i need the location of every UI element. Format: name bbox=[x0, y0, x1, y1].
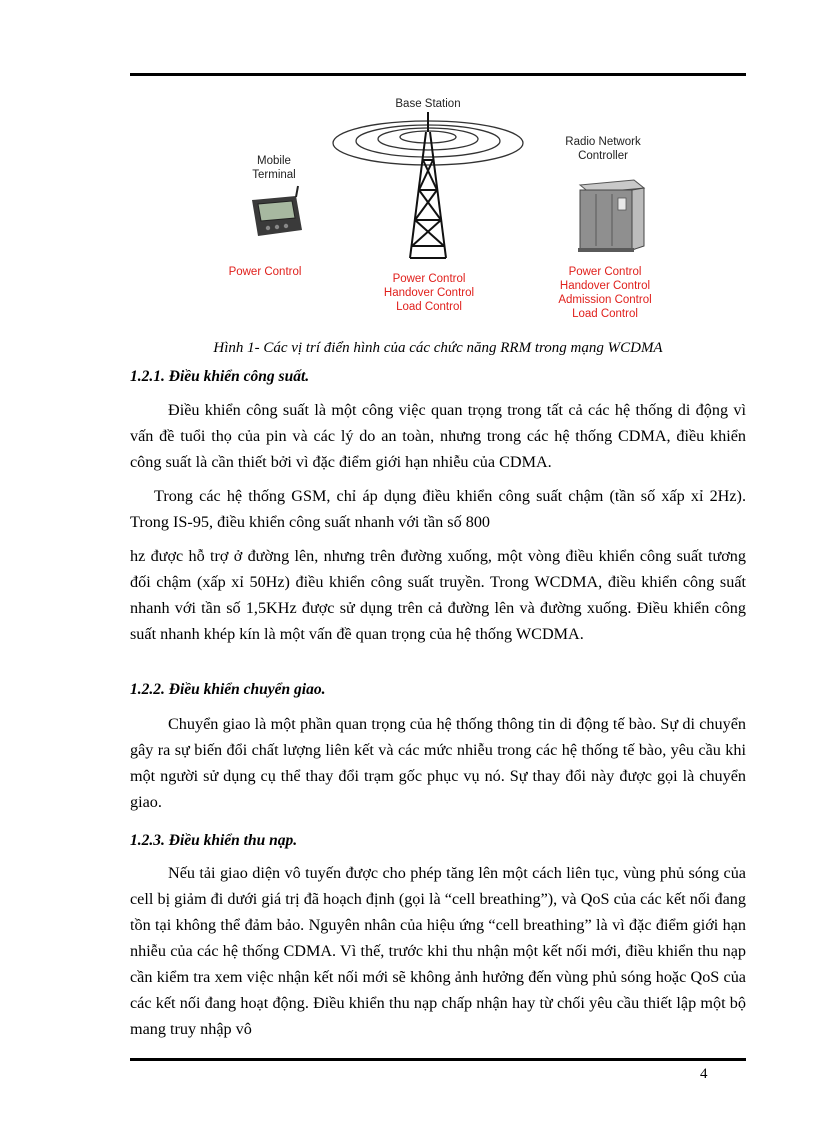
rnc-cabinet-icon bbox=[578, 180, 644, 252]
mobile-label-line1: Mobile bbox=[257, 155, 291, 167]
section-1-2-3-paragraph-1: Nếu tải giao diện vô tuyến được cho phép tăng lên một cách liên tục, vùng phủ sóng của cell bị giảm đi dưới giá trị đã hoạch định (gọi là “cell breathing”), và QoS của các kết nối đang tồn tại không thể đảm bảo. Nguyên nhân của hiệu ứng “cell breathing” là vì đặc điểm giới hạn nhiễu của các hệ thống CDMA. Vì thế, trước khi thu nhận một kết nối mới, điều khiển thu nạp cần kiểm tra xem việc nhận kết nối mới sẽ không ảnh hưởng đến vùng phủ sóng hoặc QoS của các kết nối đang hoạt động. Điều khiển thu nạp chấp nhận hay từ chối yêu cầu thiết lập một bộ mang truy nhập vô bbox=[130, 864, 746, 1038]
footer-rule bbox=[130, 1058, 746, 1061]
section-1-2-1-paragraph-2: Trong các hệ thống GSM, chỉ áp dụng điều khiển công suất chậm (tần số xấp xỉ 2Hz). Trong IS-95, điều khiển công suất nhanh với tần số 800 bbox=[130, 487, 746, 531]
section-1-2-1-paragraph-3: hz được hỗ trợ ở đường lên, nhưng trên đường xuống, một vòng điều khiển công suất tương đối chậm (xấp xỉ 50Hz) điều khiển công suất truyền. Trong WCDMA, điều khiển công suất nhanh với tần số 1,5KHz được sử dụng trên cả đường lên và đường xuống. Điều khiển công suất nhanh khép kín là một vấn đề quan trọng của hệ thống WCDMA. bbox=[130, 547, 746, 643]
rnc-function-power: Power Control bbox=[568, 266, 642, 278]
rnc-label bbox=[548, 135, 658, 163]
rnc-function-load: Load Control bbox=[572, 308, 638, 320]
figure-caption: Hình 1- Các vị trí điển hình của các chức năng RRM trong mạng WCDMA bbox=[213, 340, 663, 356]
section-1-2-1-paragraph-1: Điều khiển công suất là một công việc quan trọng trong tất cả các hệ thống di động vì vấn đề tuổi thọ của pin và các lý do an toàn, nhưng trong các hệ thống CDMA, điều khiển công suất là cần thiết bởi vì đặc điểm giới hạn nhiễu của CDMA. bbox=[130, 401, 746, 471]
bs-function-handover: Handover Control bbox=[383, 287, 475, 299]
mobile-function-power: Power Control bbox=[228, 266, 302, 278]
bs-function-load: Load Control bbox=[396, 301, 462, 313]
mobile-terminal-icon bbox=[252, 186, 302, 236]
base-station-functions bbox=[368, 272, 490, 314]
mobile-label-line2: Terminal bbox=[252, 169, 296, 181]
rnc-label-line1: Radio Network bbox=[565, 136, 641, 148]
section-1-2-2-paragraph-1: Chuyển giao là một phần quan trọng của hệ thống thông tin di động tế bào. Sự di chuyển gây ra sự biến đổi chất lượng liên kết và các mức nhiễu trong các hệ thống tế bào, yêu cầu khi một người sử dụng cụ thể thay đổi trạm gốc phục vụ nó. Sự thay đổi này được gọi là chuyển giao. bbox=[130, 715, 746, 811]
base-station-label: Base Station bbox=[395, 98, 461, 110]
mobile-terminal-label bbox=[234, 154, 314, 182]
rnc-label-line2: Controller bbox=[578, 150, 628, 162]
rnc-function-admission: Admission Control bbox=[558, 294, 652, 306]
section-1-2-1-heading: 1.2.1. Điều khiển công suất. bbox=[130, 368, 310, 385]
mobile-functions bbox=[208, 265, 322, 279]
rnc-functions bbox=[544, 265, 666, 321]
section-1-2-3-heading: 1.2.3. Điều khiển thu nạp. bbox=[130, 832, 298, 849]
page-number: 4 bbox=[700, 1066, 708, 1082]
section-1-2-2-heading: 1.2.2. Điều khiển chuyển giao. bbox=[130, 681, 326, 698]
rnc-function-handover: Handover Control bbox=[559, 280, 651, 292]
antenna-tower-icon bbox=[410, 112, 446, 258]
bs-function-power: Power Control bbox=[392, 273, 466, 285]
